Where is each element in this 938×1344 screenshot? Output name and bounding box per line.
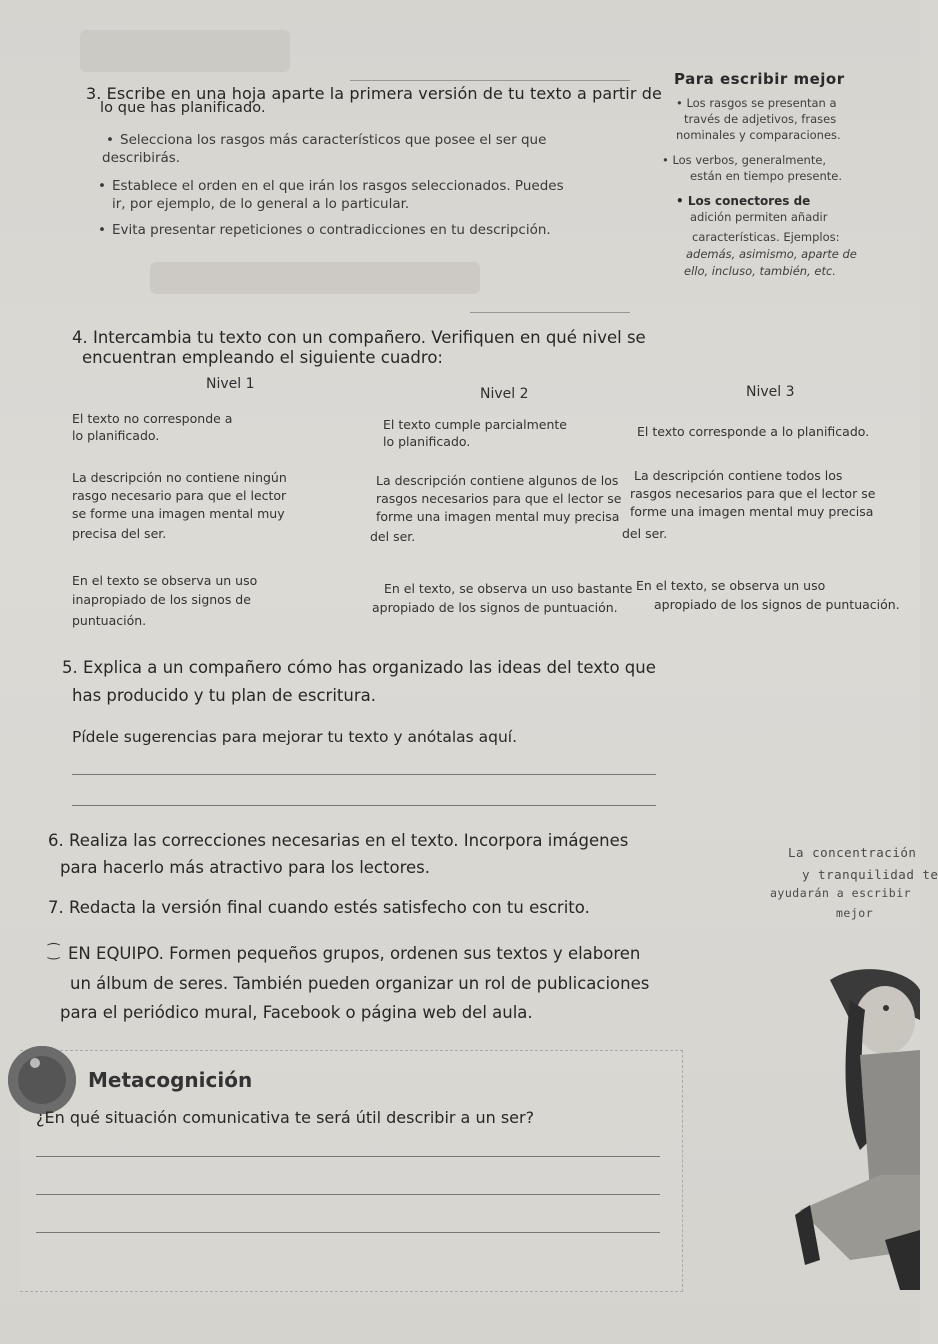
header-rule: [350, 80, 630, 81]
table-cell: rasgos necesarios para que el lector se: [376, 491, 622, 506]
step6-line1: 6. Realiza las correcciones necesarias en el texto. Incorpora imágenes: [48, 831, 629, 850]
handwritten-note-line: y tranquilidad te: [802, 867, 938, 882]
table-cell: forme una imagen mental muy precisa: [630, 504, 874, 519]
table-cell: lo planificado.: [72, 428, 160, 443]
bullet-icon: •: [98, 178, 106, 194]
step3-bullet1-line2: describirás.: [102, 150, 181, 166]
faded-section-smudge: [150, 262, 480, 294]
table-cell: inapropiado de los signos de: [72, 592, 251, 607]
sidebar-line: además, asimismo, aparte de: [686, 247, 857, 261]
step5-instruction: Pídele sugerencias para mejorar tu texto y anótalas aquí.: [72, 728, 518, 746]
handwritten-note-line: ayudarán a escribir: [770, 886, 912, 900]
faded-header-smudge: [80, 30, 290, 72]
step3-bullet1-line1: Selecciona los rasgos más característicos que posee el ser que: [120, 132, 547, 148]
team-line2: un álbum de seres. También pueden organizar un rol de publicaciones: [70, 974, 650, 993]
step6-line2: para hacerlo más atractivo para los lectores.: [60, 858, 430, 877]
girl-illustration: [790, 960, 920, 1290]
table-cell: apropiado de los signos de puntuación.: [654, 597, 900, 612]
metacognition-question: ¿En qué situación comunicativa te será útil describir a un ser?: [36, 1108, 535, 1127]
answer-line[interactable]: [36, 1232, 660, 1233]
sidebar-line: • Los verbos, generalmente,: [662, 153, 827, 167]
answer-line[interactable]: [72, 805, 656, 806]
step5-line1: 5. Explica a un compañero cómo has organizado las ideas del texto que: [62, 658, 656, 677]
sidebar-line: través de adjetivos, frases: [684, 112, 837, 126]
table-cell: El texto cumple parcialmente: [383, 417, 567, 432]
sidebar-line: nominales y comparaciones.: [676, 128, 841, 142]
sidebar-line: están en tiempo presente.: [690, 169, 843, 183]
team-line3: para el periódico mural, Facebook o página web del aula.: [60, 1003, 533, 1022]
section-rule: [470, 312, 630, 313]
table-header-level3: Nivel 3: [746, 384, 795, 400]
table-cell: se forme una imagen mental muy: [72, 506, 285, 521]
answer-line[interactable]: [36, 1156, 660, 1157]
table-cell: del ser.: [622, 526, 668, 541]
table-cell: forme una imagen mental muy precisa: [376, 509, 620, 524]
step3-bullet2-line2: ir, por ejemplo, de lo general a lo particular.: [112, 196, 410, 212]
table-cell: rasgo necesario para que el lector: [72, 488, 287, 503]
team-line1: EN EQUIPO. Formen pequeños grupos, ordenen sus textos y elaboren: [68, 944, 641, 963]
table-cell: apropiado de los signos de puntuación.: [372, 600, 618, 615]
table-cell: La descripción no contiene ningún: [72, 470, 287, 485]
step3-line2: lo que has planificado.: [100, 100, 266, 116]
sidebar-line: • Los conectores de: [676, 194, 811, 208]
sidebar-line: características. Ejemplos:: [692, 230, 840, 244]
table-cell: En el texto se observa un uso: [72, 573, 258, 588]
table-cell: puntuación.: [72, 613, 147, 628]
table-cell: El texto no corresponde a: [72, 411, 233, 426]
table-header-level2: Nivel 2: [480, 386, 529, 402]
metacognition-title: Metacognición: [88, 1068, 253, 1092]
table-header-level1: Nivel 1: [206, 376, 255, 392]
table-cell: rasgos necesarios para que el lector se: [630, 486, 876, 501]
table-cell: El texto corresponde a lo planificado.: [637, 424, 870, 439]
table-cell: del ser.: [370, 529, 416, 544]
step3-bullet3-line1: Evita presentar repeticiones o contradicciones en tu descripción.: [112, 222, 551, 238]
sidebar-title: Para escribir mejor: [674, 70, 845, 88]
brain-badge-icon: [8, 1046, 76, 1114]
table-cell: precisa del ser.: [72, 526, 167, 541]
answer-line[interactable]: [72, 774, 656, 775]
team-icon: ⁐: [48, 944, 60, 960]
handwritten-note-line: La concentración: [788, 845, 917, 860]
sidebar-line: • Los rasgos se presentan a: [676, 96, 837, 110]
sidebar-line: ello, incluso, también, etc.: [684, 264, 836, 278]
table-cell: En el texto, se observa un uso: [636, 578, 826, 593]
step7-text: 7. Redacta la versión final cuando estés satisfecho con tu escrito.: [48, 898, 590, 917]
step3-bullet2-line1: Establece el orden en el que irán los rasgos seleccionados. Puedes: [112, 178, 564, 194]
table-cell: La descripción contiene todos los: [634, 468, 843, 483]
bullet-icon: •: [98, 222, 106, 238]
table-cell: La descripción contiene algunos de los: [376, 473, 619, 488]
table-cell: En el texto, se observa un uso bastante: [384, 581, 633, 596]
bullet-icon: •: [106, 132, 114, 148]
step3-line1: 3. Escribe en una hoja aparte la primera versión de tu texto a partir de: [86, 84, 662, 103]
step4-line1: 4. Intercambia tu texto con un compañero. Verifiquen en qué nivel se: [72, 328, 646, 347]
answer-line[interactable]: [36, 1194, 660, 1195]
handwritten-note-line: mejor: [836, 906, 874, 920]
step4-line2: encuentran empleando el siguiente cuadro:: [82, 348, 443, 367]
sidebar-line: adición permiten añadir: [690, 210, 828, 224]
table-cell: lo planificado.: [383, 434, 471, 449]
step5-line2: has producido y tu plan de escritura.: [72, 686, 376, 705]
